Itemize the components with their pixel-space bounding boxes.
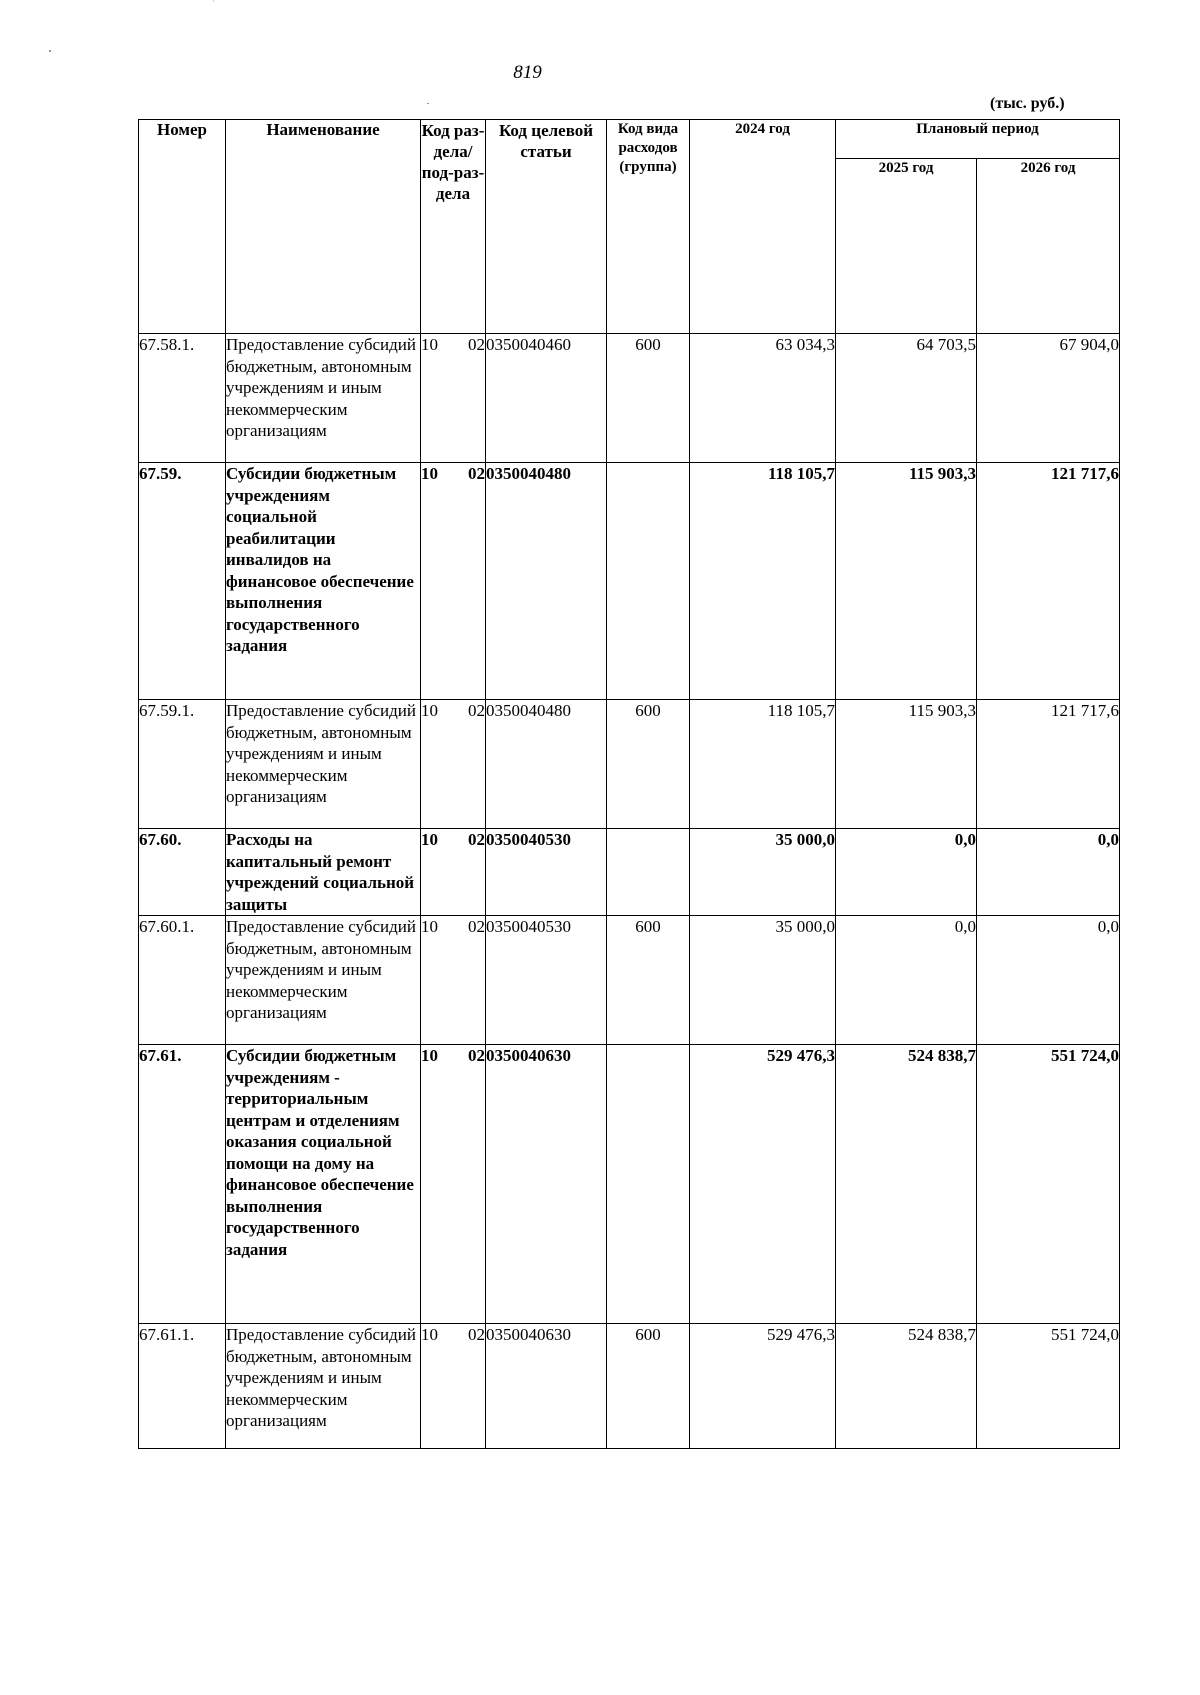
row-value-2024: 529 476,3 — [690, 1045, 836, 1324]
row-value-2025: 0,0 — [836, 916, 977, 1045]
row-section-code — [421, 700, 486, 829]
row-target-code: 0350040460 — [486, 334, 607, 463]
subsection: 02 — [468, 464, 485, 483]
row-number: 67.59.1. — [139, 700, 226, 829]
row-value-2026: 121 717,6 — [977, 463, 1120, 700]
row-value-2025: 524 838,7 — [836, 1324, 977, 1449]
row-number: 67.58.1. — [139, 334, 226, 463]
row-name: Субсидии бюджетным учреждениям - территориальным центрам и отделениям оказания социальной помощи на дому на финансовое обеспечение выполнения государственного задания — [226, 1045, 421, 1324]
budget-table — [138, 119, 1120, 1449]
row-value-2025: 0,0 — [836, 829, 977, 916]
scan-speck — [49, 50, 51, 52]
row-value-2024: 63 034,3 — [690, 334, 836, 463]
row-value-2025: 64 703,5 — [836, 334, 977, 463]
subsection: 02 — [468, 335, 485, 354]
row-target-code: 0350040630 — [486, 1324, 607, 1449]
row-section-code — [421, 463, 486, 700]
row-expense-kind: 600 — [607, 916, 690, 1045]
row-value-2025: 115 903,3 — [836, 463, 977, 700]
row-target-code: 0350040480 — [486, 463, 607, 700]
table-row — [139, 463, 1120, 700]
row-value-2026: 551 724,0 — [977, 1045, 1120, 1324]
row-target-code: 0350040630 — [486, 1045, 607, 1324]
row-number: 67.61. — [139, 1045, 226, 1324]
row-value-2025: 524 838,7 — [836, 1045, 977, 1324]
section: 10 — [421, 335, 438, 354]
row-target-code: 0350040480 — [486, 700, 607, 829]
subsection: 02 — [468, 701, 485, 720]
header-year-2024: 2024 год — [690, 120, 836, 334]
header-section-code: Код раз-дела/ под-раз-дела — [421, 120, 486, 334]
section: 10 — [421, 1046, 438, 1065]
header-name: Наименование — [226, 120, 421, 334]
row-value-2026: 67 904,0 — [977, 334, 1120, 463]
row-expense-kind — [607, 1045, 690, 1324]
row-value-2024: 35 000,0 — [690, 829, 836, 916]
page-number: 819 — [513, 62, 542, 83]
row-value-2026: 551 724,0 — [977, 1324, 1120, 1449]
table-row — [139, 1045, 1120, 1324]
table-row — [139, 916, 1120, 1045]
row-section-code — [421, 916, 486, 1045]
row-value-2026: 0,0 — [977, 916, 1120, 1045]
section: 10 — [421, 1325, 438, 1344]
row-number: 67.59. — [139, 463, 226, 700]
row-value-2024: 118 105,7 — [690, 700, 836, 829]
row-value-2026: 121 717,6 — [977, 700, 1120, 829]
row-value-2024: 118 105,7 — [690, 463, 836, 700]
row-expense-kind: 600 — [607, 1324, 690, 1449]
row-target-code: 0350040530 — [486, 829, 607, 916]
row-section-code — [421, 334, 486, 463]
row-name: Предоставление субсидий бюджетным, автономным учреждениям и иным некоммерческим организациям — [226, 916, 421, 1045]
row-name: Предоставление субсидий бюджетным, автономным учреждениям и иным некоммерческим организациям — [226, 700, 421, 829]
table-row — [139, 829, 1120, 916]
row-value-2025: 115 903,3 — [836, 700, 977, 829]
row-section-code — [421, 1045, 486, 1324]
row-expense-kind — [607, 463, 690, 700]
row-value-2024: 35 000,0 — [690, 916, 836, 1045]
subsection: 02 — [468, 917, 485, 936]
header-number: Номер — [139, 120, 226, 334]
header-row-1 — [139, 120, 1120, 159]
header-year-2025: 2025 год — [836, 159, 977, 334]
subsection: 02 — [468, 830, 485, 849]
row-name: Субсидии бюджетным учреждениям социальной реабилитации инвалидов на финансовое обеспечение выполнения государственного задания — [226, 463, 421, 700]
section: 10 — [421, 830, 438, 849]
table-row — [139, 700, 1120, 829]
section: 10 — [421, 917, 438, 936]
scan-mark — [213, 0, 214, 2]
header-expense-kind: Код вида расходов (группа) — [607, 120, 690, 334]
row-number: 67.61.1. — [139, 1324, 226, 1449]
table-row — [139, 334, 1120, 463]
section: 10 — [421, 701, 438, 720]
header-plan-period: Плановый период — [836, 120, 1120, 159]
table-row — [139, 1324, 1120, 1449]
row-name: Предоставление субсидий бюджетным, автономным учреждениям и иным некоммерческим организациям — [226, 334, 421, 463]
row-expense-kind: 600 — [607, 334, 690, 463]
row-section-code — [421, 1324, 486, 1449]
subsection: 02 — [468, 1046, 485, 1065]
header-year-2026: 2026 год — [977, 159, 1120, 334]
row-section-code — [421, 829, 486, 916]
row-target-code: 0350040530 — [486, 916, 607, 1045]
row-number: 67.60. — [139, 829, 226, 916]
row-name: Расходы на капитальный ремонт учреждений социальной защиты — [226, 829, 421, 916]
row-name: Предоставление субсидий бюджетным, автономным учреждениям и иным некоммерческим организациям — [226, 1324, 421, 1449]
row-expense-kind: 600 — [607, 700, 690, 829]
row-value-2026: 0,0 — [977, 829, 1120, 916]
row-number: 67.60.1. — [139, 916, 226, 1045]
header-target-code: Код целевой статьи — [486, 120, 607, 334]
subsection: 02 — [468, 1325, 485, 1344]
units-label: (тыс. руб.) — [990, 95, 1065, 112]
row-expense-kind — [607, 829, 690, 916]
row-value-2024: 529 476,3 — [690, 1324, 836, 1449]
section: 10 — [421, 464, 438, 483]
scan-speck — [427, 103, 429, 104]
